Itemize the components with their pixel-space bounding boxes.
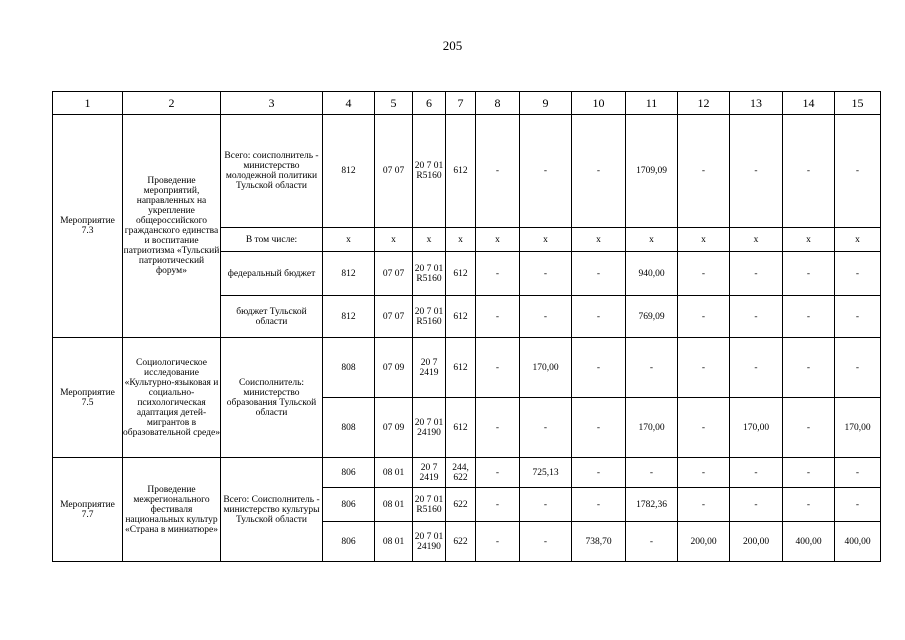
cell: 769,09 bbox=[626, 296, 678, 338]
cell: - bbox=[520, 398, 572, 458]
cell: - bbox=[678, 398, 730, 458]
col-header: 3 bbox=[221, 92, 323, 115]
col-header: 12 bbox=[678, 92, 730, 115]
cell: - bbox=[572, 115, 626, 228]
cell: - bbox=[520, 488, 572, 522]
cell: - bbox=[835, 458, 881, 488]
cell: - bbox=[783, 296, 835, 338]
cell: x bbox=[783, 228, 835, 252]
budget-table bbox=[52, 91, 881, 562]
cell: - bbox=[520, 252, 572, 296]
cell: 08 01 bbox=[375, 458, 413, 488]
cell: 200,00 bbox=[730, 522, 783, 562]
cell: - bbox=[476, 488, 520, 522]
cell: 622 bbox=[446, 522, 476, 562]
cell: 812 bbox=[323, 252, 375, 296]
measure-description: Проведение межрегионального фестиваля национальных культур «Страна в миниатюре» bbox=[123, 458, 221, 562]
cell: - bbox=[476, 458, 520, 488]
cell: 940,00 bbox=[626, 252, 678, 296]
cell: - bbox=[476, 398, 520, 458]
header-row bbox=[53, 92, 881, 115]
col-header: 8 bbox=[476, 92, 520, 115]
cell: - bbox=[678, 458, 730, 488]
cell: 07 07 bbox=[375, 252, 413, 296]
table-row bbox=[53, 115, 881, 228]
cell: 20 7 01 R5160 bbox=[413, 252, 446, 296]
cell: - bbox=[476, 296, 520, 338]
cell: 725,13 bbox=[520, 458, 572, 488]
cell: 170,00 bbox=[626, 398, 678, 458]
page-number: 205 bbox=[442, 38, 463, 53]
cell: - bbox=[730, 338, 783, 398]
cell: x bbox=[678, 228, 730, 252]
executor-cell: В том числе: bbox=[221, 228, 323, 252]
table-row bbox=[53, 338, 881, 398]
executor-cell: Всего: Соисполнитель - министерство культуры Тульской области bbox=[221, 458, 323, 562]
executor-cell: бюджет Тульской области bbox=[221, 296, 323, 338]
cell: - bbox=[572, 338, 626, 398]
cell: - bbox=[520, 115, 572, 228]
cell: 07 09 bbox=[375, 338, 413, 398]
cell: 07 09 bbox=[375, 398, 413, 458]
col-header: 4 bbox=[323, 92, 375, 115]
cell: - bbox=[476, 338, 520, 398]
cell: - bbox=[730, 488, 783, 522]
cell: - bbox=[626, 338, 678, 398]
cell: 612 bbox=[446, 398, 476, 458]
cell: 08 01 bbox=[375, 522, 413, 562]
cell: - bbox=[572, 398, 626, 458]
executor-cell: федеральный бюджет bbox=[221, 252, 323, 296]
cell: 1709,09 bbox=[626, 115, 678, 228]
cell: - bbox=[678, 488, 730, 522]
cell: x bbox=[730, 228, 783, 252]
cell: - bbox=[476, 115, 520, 228]
cell: - bbox=[678, 115, 730, 228]
col-header: 15 bbox=[835, 92, 881, 115]
cell: 07 07 bbox=[375, 296, 413, 338]
cell: - bbox=[730, 458, 783, 488]
col-header: 6 bbox=[413, 92, 446, 115]
cell: x bbox=[520, 228, 572, 252]
cell: - bbox=[835, 296, 881, 338]
measure-description: Социологическое исследование «Культурно-языковая и социально-психологическая адаптация детей-мигрантов в образовательной среде» bbox=[123, 338, 221, 458]
cell: - bbox=[835, 252, 881, 296]
cell: - bbox=[783, 115, 835, 228]
cell: 200,00 bbox=[678, 522, 730, 562]
cell: x bbox=[835, 228, 881, 252]
cell: x bbox=[626, 228, 678, 252]
cell: 244, 622 bbox=[446, 458, 476, 488]
cell: 170,00 bbox=[730, 398, 783, 458]
cell: 612 bbox=[446, 296, 476, 338]
executor-cell: Соисполнитель: министерство образования Тульской области bbox=[221, 338, 323, 458]
cell: - bbox=[572, 252, 626, 296]
cell: - bbox=[476, 252, 520, 296]
cell: x bbox=[476, 228, 520, 252]
col-header: 1 bbox=[53, 92, 123, 115]
measure-description: Проведение мероприятий, направленных на укрепление общероссийского гражданского единства и воспитание патриотизма «Тульский патриотический форум» bbox=[123, 115, 221, 338]
cell: 1782,36 bbox=[626, 488, 678, 522]
cell: - bbox=[783, 488, 835, 522]
cell: x bbox=[413, 228, 446, 252]
cell: 808 bbox=[323, 398, 375, 458]
cell: - bbox=[783, 398, 835, 458]
cell: 20 7 01 R5160 bbox=[413, 115, 446, 228]
measure-label: Мероприятие 7.5 bbox=[53, 338, 123, 458]
cell: 806 bbox=[323, 522, 375, 562]
cell: 08 01 bbox=[375, 488, 413, 522]
cell: 170,00 bbox=[520, 338, 572, 398]
cell: 400,00 bbox=[783, 522, 835, 562]
cell: - bbox=[835, 338, 881, 398]
col-header: 10 bbox=[572, 92, 626, 115]
cell: - bbox=[572, 296, 626, 338]
cell: - bbox=[626, 458, 678, 488]
cell: - bbox=[730, 115, 783, 228]
col-header: 9 bbox=[520, 92, 572, 115]
cell: - bbox=[476, 522, 520, 562]
cell: - bbox=[678, 296, 730, 338]
cell: x bbox=[572, 228, 626, 252]
cell: - bbox=[520, 296, 572, 338]
cell: - bbox=[730, 296, 783, 338]
col-header: 11 bbox=[626, 92, 678, 115]
cell: 612 bbox=[446, 115, 476, 228]
cell: - bbox=[572, 488, 626, 522]
col-header: 5 bbox=[375, 92, 413, 115]
col-header: 13 bbox=[730, 92, 783, 115]
cell: - bbox=[783, 252, 835, 296]
measure-label: Мероприятие 7.3 bbox=[53, 115, 123, 338]
col-header: 14 bbox=[783, 92, 835, 115]
cell: 622 bbox=[446, 488, 476, 522]
cell: - bbox=[572, 458, 626, 488]
cell: 808 bbox=[323, 338, 375, 398]
cell: - bbox=[626, 522, 678, 562]
cell: 07 07 bbox=[375, 115, 413, 228]
cell: 812 bbox=[323, 296, 375, 338]
cell: 400,00 bbox=[835, 522, 881, 562]
cell: - bbox=[730, 252, 783, 296]
cell: x bbox=[323, 228, 375, 252]
cell: 20 7 01 24190 bbox=[413, 398, 446, 458]
cell: 170,00 bbox=[835, 398, 881, 458]
col-header: 7 bbox=[446, 92, 476, 115]
cell: - bbox=[835, 115, 881, 228]
cell: 20 7 2419 bbox=[413, 338, 446, 398]
cell: 20 7 01 R5160 bbox=[413, 488, 446, 522]
cell: x bbox=[375, 228, 413, 252]
cell: - bbox=[678, 338, 730, 398]
cell: 812 bbox=[323, 115, 375, 228]
cell: 738,70 bbox=[572, 522, 626, 562]
cell: - bbox=[783, 458, 835, 488]
cell: 20 7 2419 bbox=[413, 458, 446, 488]
cell: 612 bbox=[446, 338, 476, 398]
cell: - bbox=[520, 522, 572, 562]
table-row bbox=[53, 458, 881, 488]
cell: 806 bbox=[323, 458, 375, 488]
cell: - bbox=[678, 252, 730, 296]
col-header: 2 bbox=[123, 92, 221, 115]
cell: 612 bbox=[446, 252, 476, 296]
cell: - bbox=[783, 338, 835, 398]
cell: 806 bbox=[323, 488, 375, 522]
cell: 20 7 01 R5160 bbox=[413, 296, 446, 338]
cell: x bbox=[446, 228, 476, 252]
measure-label: Мероприятие 7.7 bbox=[53, 458, 123, 562]
executor-cell: Всего: соисполнитель - министерство молодежной политики Тульской области bbox=[221, 115, 323, 228]
cell: 20 7 01 24190 bbox=[413, 522, 446, 562]
cell: - bbox=[835, 488, 881, 522]
